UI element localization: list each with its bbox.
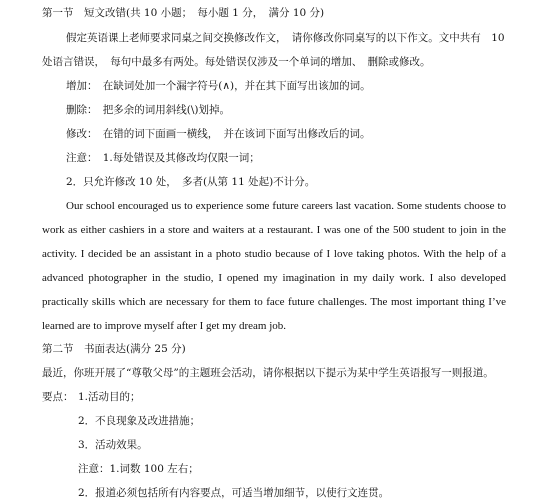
rule-modify: 修改： 在错的词下面画一横线， 并在该词下面写出修改后的词。 (66, 128, 371, 140)
section2-heading: 第二节 书面表达(满分 25 分) (42, 343, 186, 355)
section1-heading: 第一节 短文改错(共 10 小题； 每小题 1 分， 满分 10 分) (42, 7, 325, 19)
point-1: 1.活动目的； (78, 391, 141, 403)
passage-line-6: learned are to improve myself after I get my dream job. (42, 320, 287, 332)
section1-intro-line1: 假定英语课上老师要求同桌之间交换修改作文， 请你修改你同桌写的以下作文。文中共有 10 (66, 32, 505, 44)
section2-intro: 最近，你班开展了“尊敬父母”的主题班会活动，请你根据以下提示为某中学生英语报写一则报道。 (42, 367, 494, 379)
passage-line-2: work as either cashiers in a store and waiters at a restaurant. I was one of the 500 student to join in the (42, 224, 506, 236)
section2-note1: 注意：1.词数 100 左右； (78, 463, 199, 475)
points-label: 要点： (42, 391, 74, 403)
passage-line-4: advanced photographer in the studio, I opened my imagination in my daily work. I also developed (42, 272, 506, 284)
passage-line-3: activity. I decided be an assistant in a photo studio because of I love taking photos. With the help of a (42, 248, 506, 260)
rule-add: 增加： 在缺词处加一个漏字符号(∧)，并在其下面写出该加的词。 (66, 80, 371, 92)
point-3: 3．活动效果。 (78, 439, 148, 451)
section2-note2: 2．报道必须包括所有内容要点，可适当增加细节，以使行文连贯。 (78, 487, 390, 499)
point-2: 2．不良现象及改进措施； (78, 415, 201, 427)
passage-line-5: practically skills which are necessary for them to face future challenges. The most important thing I’ve (42, 296, 506, 308)
section1-intro-line2: 处语言错误， 每句中最多有两处。每处错误仅涉及一个单词的增加、 删除或修改。 (42, 56, 431, 68)
passage-line-1: Our school encouraged us to experience some future careers last vacation. Some students choose to (66, 200, 506, 212)
rule-delete: 删除： 把多余的词用斜线(\)划掉。 (66, 104, 230, 116)
section1-note1: 注意： 1.每处错误及其修改均仅限一词； (66, 152, 260, 164)
section1-note2: 2．只允许修改 10 处， 多者(从第 11 处起)不计分。 (66, 176, 316, 188)
